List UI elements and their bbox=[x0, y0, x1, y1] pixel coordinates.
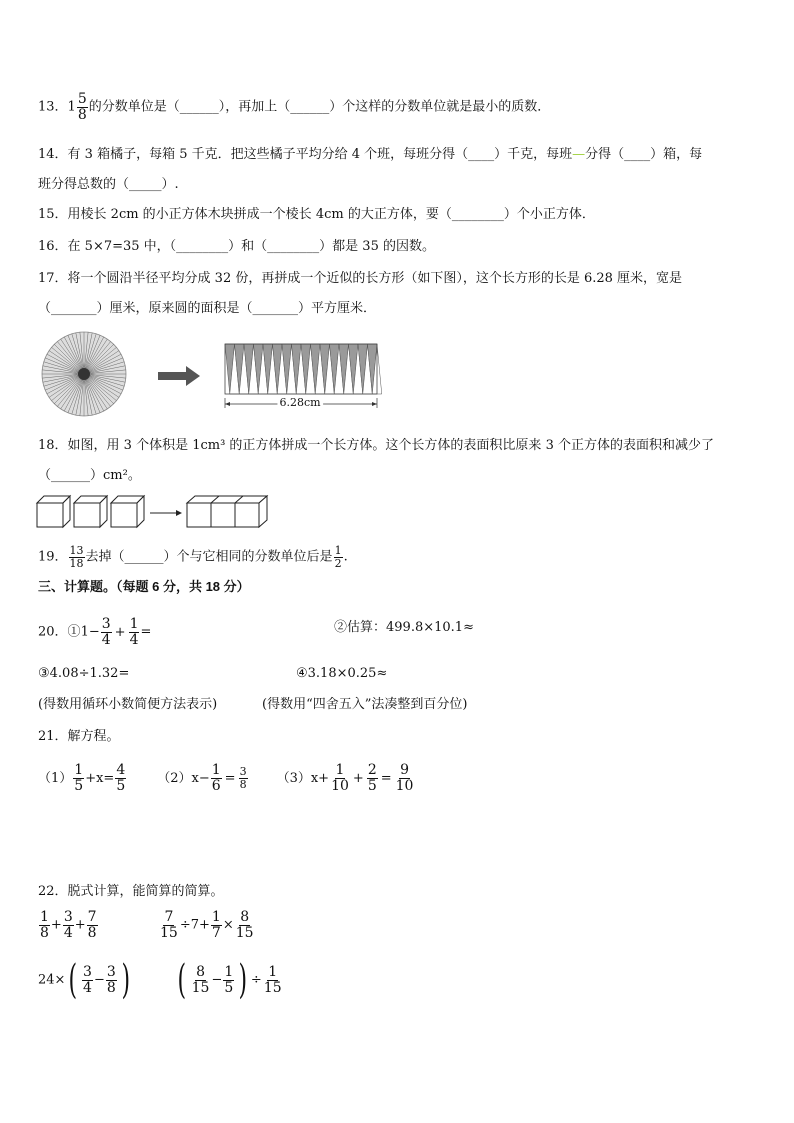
cuboid bbox=[187, 496, 267, 527]
sector-circle-figure bbox=[36, 330, 136, 420]
question-20-note-2: (得数用“四舍五入”法凑整到百分位) bbox=[262, 697, 468, 712]
question-20-part-2: ②估算：499.8×10.1≈ bbox=[334, 620, 474, 635]
question-22-title: 22．脱式计算，能简算的简算。 bbox=[38, 884, 224, 899]
cubes-figure bbox=[36, 494, 276, 530]
question-21-title: 21．解方程。 bbox=[38, 729, 120, 744]
q19-fraction: $\frac{13}{18}$ bbox=[69, 544, 84, 570]
question-20-part-3: ③4.08÷1.32= bbox=[38, 666, 130, 681]
question-22-expr-1: $\frac{1}{8}$ + $\frac{3}{4}$ + $\frac{7}{8}$ bbox=[40, 909, 97, 941]
question-22-expr-3: 24×( $\frac{3}{4}$ − $\frac{3}{8}$ ) bbox=[38, 957, 130, 1003]
q13-number: 13． bbox=[38, 99, 68, 115]
question-22-expr-4: ( $\frac{8}{15}$ − $\frac{1}{5}$ ) ÷ $\frac{1}{15}$ bbox=[177, 957, 282, 1003]
equation-2: （2）x− $\frac{1}{6}$ = $\frac{3}{8}$ bbox=[157, 762, 247, 794]
question-18-line-2: （______）cm²。 bbox=[38, 468, 141, 483]
cube-2 bbox=[74, 496, 107, 527]
question-14-line-1: 14．有 3 箱橘子，每箱 5 千克．把这些橘子平均分给 4 个班，每班分得（____）千克，每班—分得（____）箱，每 bbox=[38, 147, 703, 162]
question-15: 15．用棱长 2cm 的小正方体木块拼成一个棱长 4cm 的大正方体，要（________）个小正方体． bbox=[38, 207, 595, 222]
section-3-title: 三、计算题。（每题 6 分，共 18 分） bbox=[38, 579, 250, 594]
question-20-part-1: 20．①1− $\frac{3}{4}$ + $\frac{1}{4}$ = bbox=[38, 616, 152, 648]
question-22-expr-2: $\frac{7}{15}$ ÷7+ $\frac{1}{7}$ × $\frac{8}{15}$ bbox=[160, 909, 254, 941]
q13-whole: 1 bbox=[67, 99, 76, 115]
question-14-line-2: 班分得总数的（_____）. bbox=[38, 177, 179, 192]
dimension-label: 6.28cm bbox=[279, 396, 321, 409]
arrow-icon bbox=[150, 510, 182, 516]
question-20-note-1: (得数用循环小数简便方法表示) bbox=[38, 697, 218, 712]
rearranged-rectangle-figure bbox=[222, 342, 382, 412]
q13-fraction: $\frac{5}{8}$ bbox=[77, 91, 87, 123]
question-17-line-1: 17．将一个圆沿半径平均分成 32 份，再拼成一个近似的长方形（如下图），这个长方形的长是 6.28 厘米，宽是 bbox=[38, 271, 683, 286]
question-17-line-2: （_______）厘米，原来圆的面积是（_______）平方厘米． bbox=[38, 301, 377, 316]
question-18-line-1: 18．如图，用 3 个体积是 1cm³ 的正方体拼成一个长方体。这个长方体的表面积比原来 3 个正方体的表面积和减少了 bbox=[38, 438, 714, 453]
question-16: 16．在 5×7=35 中，（________）和（________）都是 35 的因数。 bbox=[38, 239, 435, 254]
cube-3 bbox=[111, 496, 144, 527]
arrow-icon bbox=[158, 366, 202, 386]
question-13 bbox=[38, 92, 550, 122]
equation-3: （3）x+ $\frac{1}{10}$ + $\frac{2}{5}$ = $\frac{9}{10}$ bbox=[276, 762, 414, 794]
q19-result-fraction: $\frac{1}{2}$ bbox=[334, 544, 342, 570]
question-21-equations bbox=[38, 763, 415, 793]
question-20-part-4: ④3.18×0.25≈ bbox=[296, 666, 388, 681]
q14-dash: — bbox=[572, 147, 586, 162]
q13-text: 的分数单位是（______），再加上（______）个这样的分数单位就是最小的质数． bbox=[88, 99, 551, 115]
question-19: 19． $\frac{13}{18}$ 去掉（______）个与它相同的分数单位后是 $\frac{1}{2}$ . bbox=[38, 544, 348, 570]
equation-1: （1） $\frac{1}{5}$ +x= $\frac{4}{5}$ bbox=[38, 762, 126, 794]
cube-1 bbox=[37, 496, 70, 527]
